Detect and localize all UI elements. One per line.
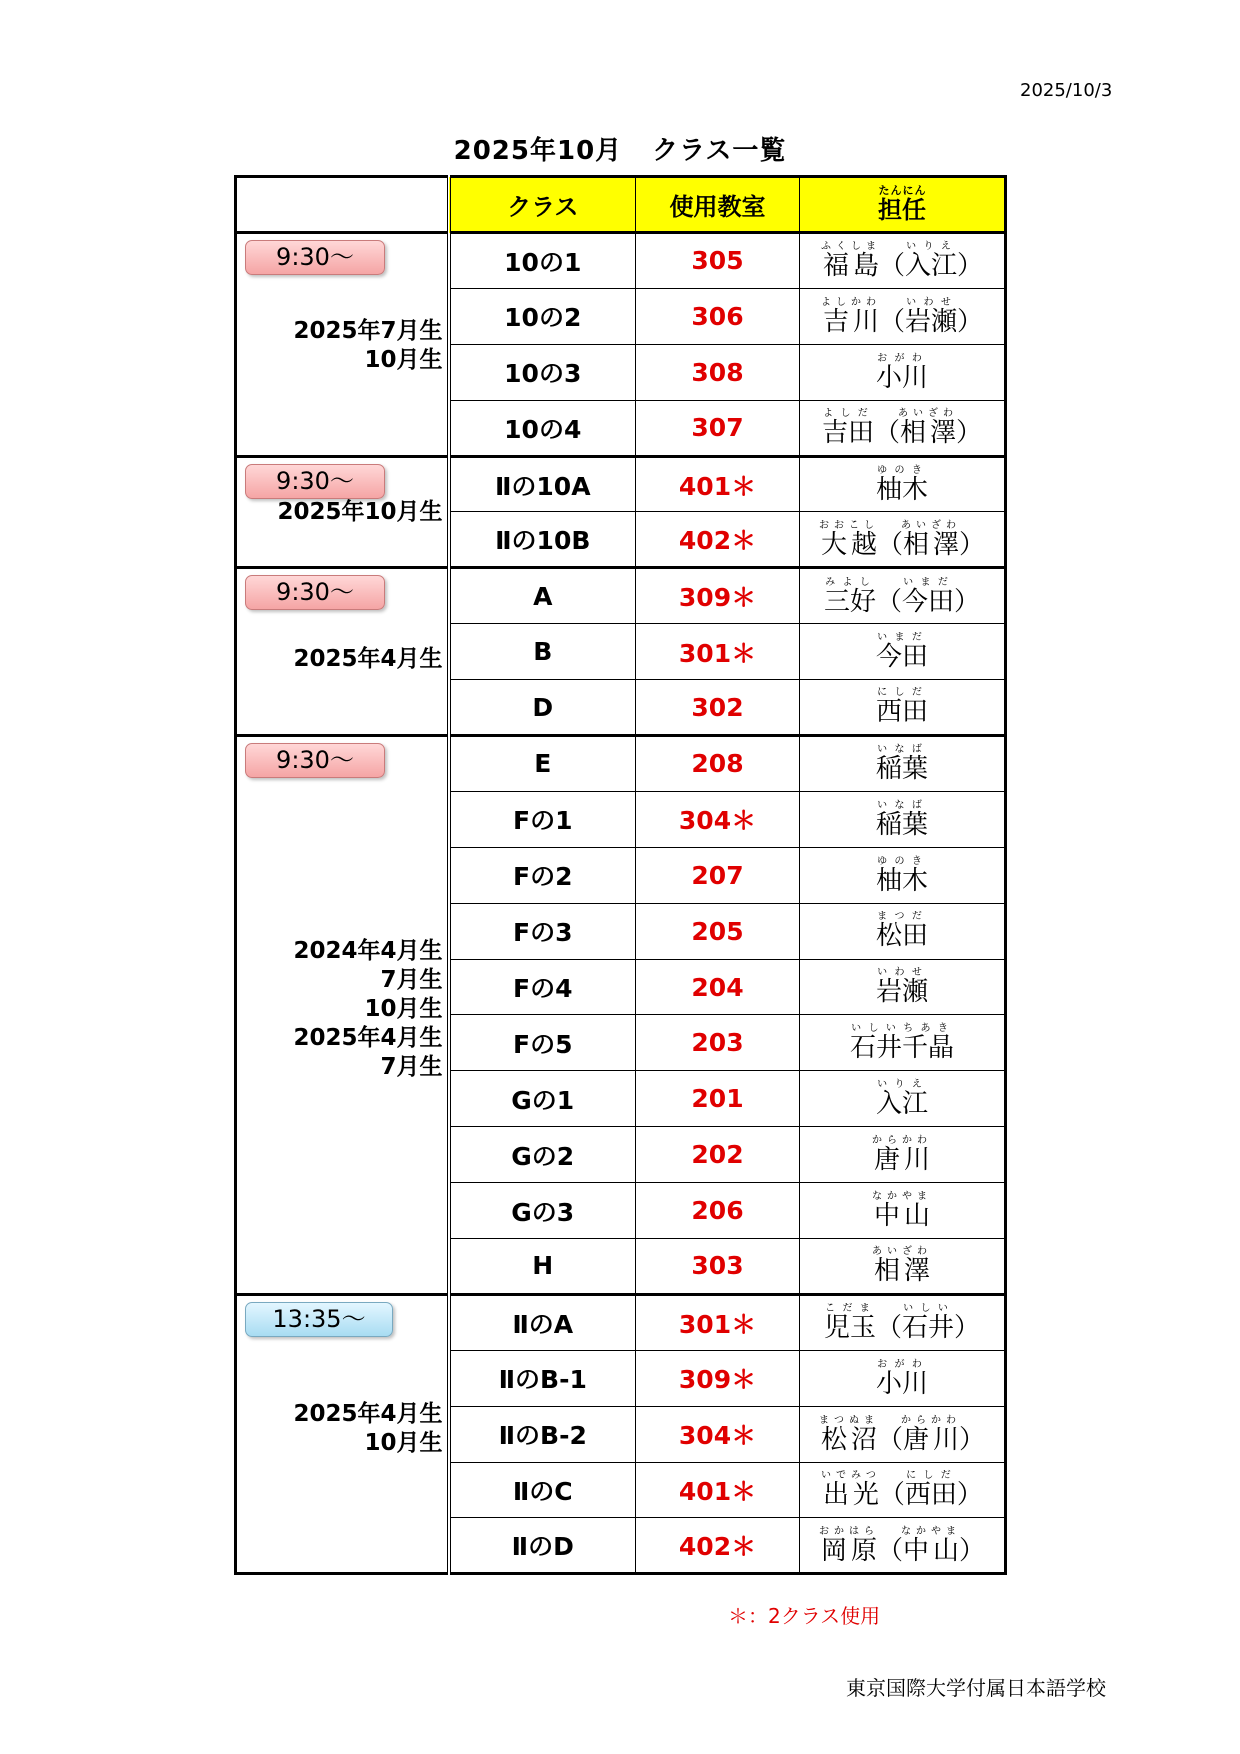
teacher-bracket: （ bbox=[876, 1535, 903, 1566]
room-cell: 204 bbox=[636, 959, 800, 1015]
teacher-kanji: 相澤 bbox=[872, 1256, 932, 1287]
header-blank bbox=[236, 177, 449, 233]
teacher-cell bbox=[800, 1183, 1006, 1239]
teacher-name-part bbox=[821, 407, 874, 448]
group-description bbox=[277, 498, 442, 527]
teacher-name-part bbox=[875, 744, 928, 785]
class-name-cell: Ⅱの10A bbox=[449, 456, 636, 512]
teacher-cell bbox=[800, 1406, 1006, 1462]
teacher-kanji: 吉川 bbox=[820, 306, 881, 337]
group-description bbox=[293, 1400, 442, 1458]
class-name-cell: Fの5 bbox=[449, 1015, 636, 1071]
teacher-furigana: なかやま bbox=[900, 1525, 961, 1537]
group-cell bbox=[236, 456, 449, 568]
teacher-kanji: 稲葉 bbox=[875, 809, 928, 840]
teacher-name bbox=[800, 856, 1004, 895]
teacher-name-part bbox=[904, 1470, 957, 1511]
group-description-line: 2025年7月生 bbox=[293, 317, 443, 344]
teacher-name bbox=[800, 1079, 1004, 1118]
teacher-kanji: 西田 bbox=[875, 697, 928, 728]
teacher-name bbox=[800, 911, 1004, 950]
teacher-kanji: 岩瀬 bbox=[875, 977, 928, 1008]
teacher-cell bbox=[800, 680, 1006, 736]
table-row bbox=[236, 568, 1006, 624]
teacher-furigana: おがわ bbox=[875, 352, 928, 364]
teacher-furigana: あいざわ bbox=[872, 1246, 932, 1258]
room-cell: 202 bbox=[636, 1127, 800, 1183]
teacher-bracket: （ bbox=[878, 1480, 905, 1511]
room-cell: 308 bbox=[636, 344, 800, 400]
teacher-furigana: いでみつ bbox=[821, 1470, 881, 1482]
teacher-furigana: まつだ bbox=[875, 911, 928, 923]
teacher-name bbox=[800, 577, 1004, 616]
room-cell: 206 bbox=[636, 1183, 800, 1239]
teacher-furigana: おかはら bbox=[818, 1525, 879, 1537]
teacher-name bbox=[800, 1303, 1004, 1342]
teacher-furigana: なかやま bbox=[872, 1190, 932, 1202]
teacher-name-part bbox=[902, 1303, 955, 1344]
teacher-furigana: あいざわ bbox=[900, 519, 961, 531]
teacher-cell bbox=[800, 568, 1006, 624]
teacher-kanji: 入江 bbox=[904, 251, 957, 282]
teacher-name bbox=[800, 687, 1004, 726]
header-class: クラス bbox=[449, 177, 636, 233]
teacher-furigana: いしいちあき bbox=[849, 1023, 954, 1035]
teacher-cell bbox=[800, 1462, 1006, 1518]
room-cell: 302 bbox=[636, 680, 800, 736]
teacher-name bbox=[800, 241, 1004, 280]
teacher-name-part bbox=[818, 1414, 879, 1455]
teacher-cell bbox=[800, 344, 1006, 400]
teacher-name-part bbox=[875, 1358, 928, 1399]
teacher-cell bbox=[800, 959, 1006, 1015]
teacher-cell bbox=[800, 847, 1006, 903]
room-cell: 201 bbox=[636, 1071, 800, 1127]
room-cell: 401＊ bbox=[636, 456, 800, 512]
class-table-body bbox=[236, 177, 1006, 1574]
teacher-kanji: 唐川 bbox=[872, 1145, 932, 1176]
teacher-bracket: （ bbox=[873, 417, 900, 448]
time-badge: 9:30〜 bbox=[245, 743, 385, 778]
group-description-line: 2025年10月生 bbox=[277, 498, 443, 525]
teacher-bracket: （ bbox=[876, 1424, 903, 1455]
teacher-bracket: ） bbox=[954, 1313, 981, 1344]
teacher-name-part bbox=[872, 1135, 932, 1176]
teacher-name-part bbox=[900, 519, 961, 560]
teacher-kanji: 相澤 bbox=[898, 417, 958, 448]
group-description bbox=[293, 937, 442, 1082]
group-description-line: 10月生 bbox=[364, 346, 443, 373]
title-month: 2025年10月 bbox=[453, 136, 623, 166]
group-description bbox=[293, 645, 442, 674]
teacher-cell bbox=[800, 736, 1006, 792]
teacher-furigana: いしい bbox=[902, 1303, 954, 1315]
teacher-furigana: からかわ bbox=[872, 1135, 932, 1147]
room-cell: 307 bbox=[636, 400, 800, 456]
teacher-furigana: ゆのき bbox=[875, 855, 928, 867]
teacher-cell bbox=[800, 400, 1006, 456]
teacher-cell bbox=[800, 1518, 1006, 1574]
class-name-cell: Gの2 bbox=[449, 1127, 636, 1183]
teacher-furigana: いなば bbox=[875, 799, 928, 811]
teacher-name-part bbox=[875, 967, 928, 1008]
teacher-name bbox=[800, 1135, 1004, 1174]
teacher-cell bbox=[800, 1294, 1006, 1350]
teacher-furigana: ゆのき bbox=[875, 464, 928, 476]
teacher-kanji: 児玉 bbox=[823, 1313, 876, 1344]
teacher-kanji: 柚木 bbox=[875, 865, 928, 896]
teacher-furigana: おがわ bbox=[875, 1358, 928, 1370]
group-description-line: 7月生 bbox=[380, 1054, 443, 1081]
teacher-name bbox=[800, 1023, 1004, 1062]
document-date: 2025/10/3 bbox=[1020, 80, 1113, 101]
teacher-kanji: 今田 bbox=[902, 586, 955, 617]
teacher-furigana: こだま bbox=[823, 1303, 876, 1315]
teacher-name-part bbox=[875, 799, 928, 840]
teacher-furigana: よしだ bbox=[821, 407, 874, 419]
teacher-furigana: にしだ bbox=[875, 687, 928, 699]
group-description-line: 10月生 bbox=[364, 1429, 443, 1456]
time-badge: 9:30〜 bbox=[245, 464, 385, 499]
class-name-cell: D bbox=[449, 680, 636, 736]
class-name-cell: Gの1 bbox=[449, 1071, 636, 1127]
page-title bbox=[0, 130, 1240, 167]
class-name-cell: Fの3 bbox=[449, 903, 636, 959]
teacher-name-part bbox=[820, 296, 881, 337]
teacher-name bbox=[800, 465, 1004, 504]
teacher-furigana: いまだ bbox=[875, 632, 928, 644]
teacher-kanji: 岩瀬 bbox=[904, 306, 957, 337]
teacher-bracket: （ bbox=[878, 251, 905, 282]
header-teacher-label: 担任 bbox=[878, 196, 926, 224]
teacher-furigana: まつぬま bbox=[818, 1414, 879, 1426]
class-table bbox=[234, 175, 1007, 1575]
teacher-name bbox=[800, 1191, 1004, 1230]
room-cell: 304＊ bbox=[636, 1406, 800, 1462]
group-description-line: 2024年4月生 bbox=[293, 938, 443, 965]
table-row bbox=[236, 456, 1006, 512]
class-name-cell: ⅡのC bbox=[449, 1462, 636, 1518]
class-name-cell: ⅡのA bbox=[449, 1294, 636, 1350]
title-text: クラス一覧 bbox=[652, 136, 787, 166]
teacher-furigana: いまだ bbox=[902, 576, 954, 588]
teacher-cell bbox=[800, 1350, 1006, 1406]
teacher-name bbox=[800, 632, 1004, 671]
teacher-bracket: ） bbox=[956, 417, 983, 448]
class-name-cell: B bbox=[449, 624, 636, 680]
teacher-cell bbox=[800, 1015, 1006, 1071]
teacher-bracket: ） bbox=[957, 251, 984, 282]
teacher-cell bbox=[800, 624, 1006, 680]
teacher-cell bbox=[800, 512, 1006, 568]
teacher-bracket: ） bbox=[958, 1535, 985, 1566]
teacher-cell bbox=[800, 1071, 1006, 1127]
group-cell bbox=[236, 233, 449, 457]
teacher-name-part bbox=[875, 911, 928, 952]
teacher-furigana: おおこし bbox=[818, 519, 879, 531]
teacher-kanji: 大越 bbox=[818, 529, 879, 560]
group-cell bbox=[236, 568, 449, 736]
room-cell: 309＊ bbox=[636, 1350, 800, 1406]
teacher-kanji: 中山 bbox=[872, 1200, 932, 1231]
room-cell: 402＊ bbox=[636, 512, 800, 568]
class-name-cell: Fの4 bbox=[449, 959, 636, 1015]
header-row bbox=[236, 177, 1006, 233]
teacher-cell bbox=[800, 1127, 1006, 1183]
teacher-name-part bbox=[872, 1246, 932, 1287]
teacher-name-part bbox=[875, 1079, 928, 1120]
teacher-name-part bbox=[900, 1414, 961, 1455]
teacher-name bbox=[800, 744, 1004, 783]
teacher-cell bbox=[800, 288, 1006, 344]
teacher-name-part bbox=[820, 241, 881, 282]
teacher-furigana: よしかわ bbox=[820, 296, 881, 308]
teacher-name-part bbox=[904, 241, 957, 282]
teacher-furigana: いりえ bbox=[875, 1079, 928, 1091]
teacher-kanji: 西田 bbox=[904, 1480, 957, 1511]
group-description-line: 2025年4月生 bbox=[293, 1400, 443, 1427]
class-name-cell: 10の1 bbox=[449, 233, 636, 289]
teacher-bracket: （ bbox=[875, 1313, 902, 1344]
teacher-name-part bbox=[904, 296, 957, 337]
class-name-cell: A bbox=[449, 568, 636, 624]
room-cell: 301＊ bbox=[636, 624, 800, 680]
teacher-name-part bbox=[849, 1023, 954, 1064]
teacher-name-part bbox=[875, 352, 928, 393]
room-cell: 207 bbox=[636, 847, 800, 903]
teacher-name bbox=[800, 1246, 1004, 1285]
group-description-line: 2025年4月生 bbox=[293, 645, 443, 672]
teacher-bracket: ） bbox=[956, 1480, 983, 1511]
teacher-name-part bbox=[823, 576, 876, 617]
class-name-cell: Gの3 bbox=[449, 1183, 636, 1239]
time-badge: 9:30〜 bbox=[245, 575, 385, 610]
teacher-name-part bbox=[875, 687, 928, 728]
group-cell bbox=[236, 736, 449, 1295]
teacher-kanji: 今田 bbox=[875, 642, 928, 673]
header-room: 使用教室 bbox=[636, 177, 800, 233]
teacher-kanji: 石井千晶 bbox=[849, 1033, 954, 1064]
table-row bbox=[236, 233, 1006, 289]
teacher-kanji: 福島 bbox=[820, 251, 881, 282]
teacher-name bbox=[800, 1526, 1004, 1565]
class-name-cell: 10の4 bbox=[449, 400, 636, 456]
teacher-kanji: 出光 bbox=[821, 1480, 881, 1511]
teacher-name-part bbox=[875, 464, 928, 505]
teacher-cell bbox=[800, 791, 1006, 847]
room-cell: 402＊ bbox=[636, 1518, 800, 1574]
class-name-cell: 10の3 bbox=[449, 344, 636, 400]
teacher-name bbox=[800, 353, 1004, 392]
teacher-name-part bbox=[875, 632, 928, 673]
header-teacher-ruby: たんにん bbox=[878, 184, 926, 197]
room-cell: 303 bbox=[636, 1239, 800, 1295]
header-teacher bbox=[800, 177, 1006, 233]
teacher-name bbox=[800, 297, 1004, 336]
time-badge: 13:35〜 bbox=[245, 1302, 393, 1337]
teacher-bracket: （ bbox=[876, 529, 903, 560]
teacher-kanji: 稲葉 bbox=[875, 754, 928, 785]
teacher-furigana: にしだ bbox=[904, 1470, 957, 1482]
teacher-kanji: 中山 bbox=[900, 1535, 961, 1566]
teacher-bracket: （ bbox=[875, 586, 902, 617]
time-badge: 9:30〜 bbox=[245, 240, 385, 275]
teacher-furigana: いわせ bbox=[904, 296, 957, 308]
teacher-kanji: 三好 bbox=[823, 586, 876, 617]
teacher-furigana: いわせ bbox=[875, 967, 928, 979]
teacher-furigana: あいざわ bbox=[898, 407, 958, 419]
teacher-kanji: 松田 bbox=[875, 921, 928, 952]
teacher-cell bbox=[800, 903, 1006, 959]
room-cell: 301＊ bbox=[636, 1294, 800, 1350]
room-cell: 205 bbox=[636, 903, 800, 959]
teacher-kanji: 小川 bbox=[875, 1368, 928, 1399]
teacher-name-part bbox=[818, 1525, 879, 1566]
group-description-line: 2025年4月生 bbox=[293, 1025, 443, 1052]
teacher-kanji: 松沼 bbox=[818, 1424, 879, 1455]
teacher-name-part bbox=[823, 1303, 876, 1344]
group-description-line: 10月生 bbox=[364, 996, 443, 1023]
group-description-line: 7月生 bbox=[380, 967, 443, 994]
teacher-kanji: 柚木 bbox=[875, 474, 928, 505]
room-cell: 304＊ bbox=[636, 791, 800, 847]
teacher-bracket: ） bbox=[958, 529, 985, 560]
class-name-cell: Fの1 bbox=[449, 791, 636, 847]
teacher-name bbox=[800, 520, 1004, 559]
teacher-bracket: （ bbox=[878, 306, 905, 337]
footnote: ＊：2クラス使用 bbox=[728, 1604, 881, 1628]
teacher-name-part bbox=[821, 1470, 881, 1511]
teacher-cell bbox=[800, 456, 1006, 512]
class-name-cell: E bbox=[449, 736, 636, 792]
teacher-name bbox=[800, 408, 1004, 447]
teacher-name-part bbox=[898, 407, 958, 448]
room-cell: 309＊ bbox=[636, 568, 800, 624]
class-name-cell: Ⅱの10B bbox=[449, 512, 636, 568]
teacher-name bbox=[800, 1359, 1004, 1398]
teacher-kanji: 入江 bbox=[875, 1089, 928, 1120]
table-row bbox=[236, 736, 1006, 792]
room-cell: 208 bbox=[636, 736, 800, 792]
teacher-name bbox=[800, 800, 1004, 839]
teacher-kanji: 吉田 bbox=[821, 417, 874, 448]
teacher-name-part bbox=[875, 855, 928, 896]
teacher-bracket: ） bbox=[958, 1424, 985, 1455]
teacher-kanji: 岡原 bbox=[818, 1535, 879, 1566]
teacher-cell bbox=[800, 233, 1006, 289]
class-name-cell: ⅡのB-2 bbox=[449, 1406, 636, 1462]
teacher-name-part bbox=[900, 1525, 961, 1566]
room-cell: 401＊ bbox=[636, 1462, 800, 1518]
teacher-furigana: いりえ bbox=[904, 241, 957, 253]
class-name-cell: H bbox=[449, 1239, 636, 1295]
room-cell: 203 bbox=[636, 1015, 800, 1071]
group-description bbox=[293, 317, 442, 375]
teacher-kanji: 石井 bbox=[902, 1313, 955, 1344]
teacher-name bbox=[800, 967, 1004, 1006]
room-cell: 305 bbox=[636, 233, 800, 289]
room-cell: 306 bbox=[636, 288, 800, 344]
teacher-bracket: ） bbox=[954, 586, 981, 617]
teacher-name-part bbox=[818, 519, 879, 560]
group-cell bbox=[236, 1294, 449, 1573]
teacher-name bbox=[800, 1415, 1004, 1454]
teacher-bracket: ） bbox=[957, 306, 984, 337]
teacher-name bbox=[800, 1470, 1004, 1509]
teacher-cell bbox=[800, 1239, 1006, 1295]
table-row bbox=[236, 1294, 1006, 1350]
class-name-cell: ⅡのB-1 bbox=[449, 1350, 636, 1406]
teacher-name-part bbox=[902, 576, 955, 617]
teacher-name-part bbox=[872, 1190, 932, 1231]
teacher-kanji: 相澤 bbox=[900, 529, 961, 560]
teacher-furigana: みよし bbox=[823, 576, 876, 588]
teacher-furigana: からかわ bbox=[900, 1414, 961, 1426]
school-name: 東京国際大学付属日本語学校 bbox=[846, 1676, 1106, 1700]
class-name-cell: Fの2 bbox=[449, 847, 636, 903]
teacher-furigana: いなば bbox=[875, 744, 928, 756]
class-name-cell: ⅡのD bbox=[449, 1518, 636, 1574]
teacher-kanji: 唐川 bbox=[900, 1424, 961, 1455]
teacher-furigana: ふくしま bbox=[820, 241, 881, 253]
teacher-kanji: 小川 bbox=[875, 362, 928, 393]
class-name-cell: 10の2 bbox=[449, 288, 636, 344]
